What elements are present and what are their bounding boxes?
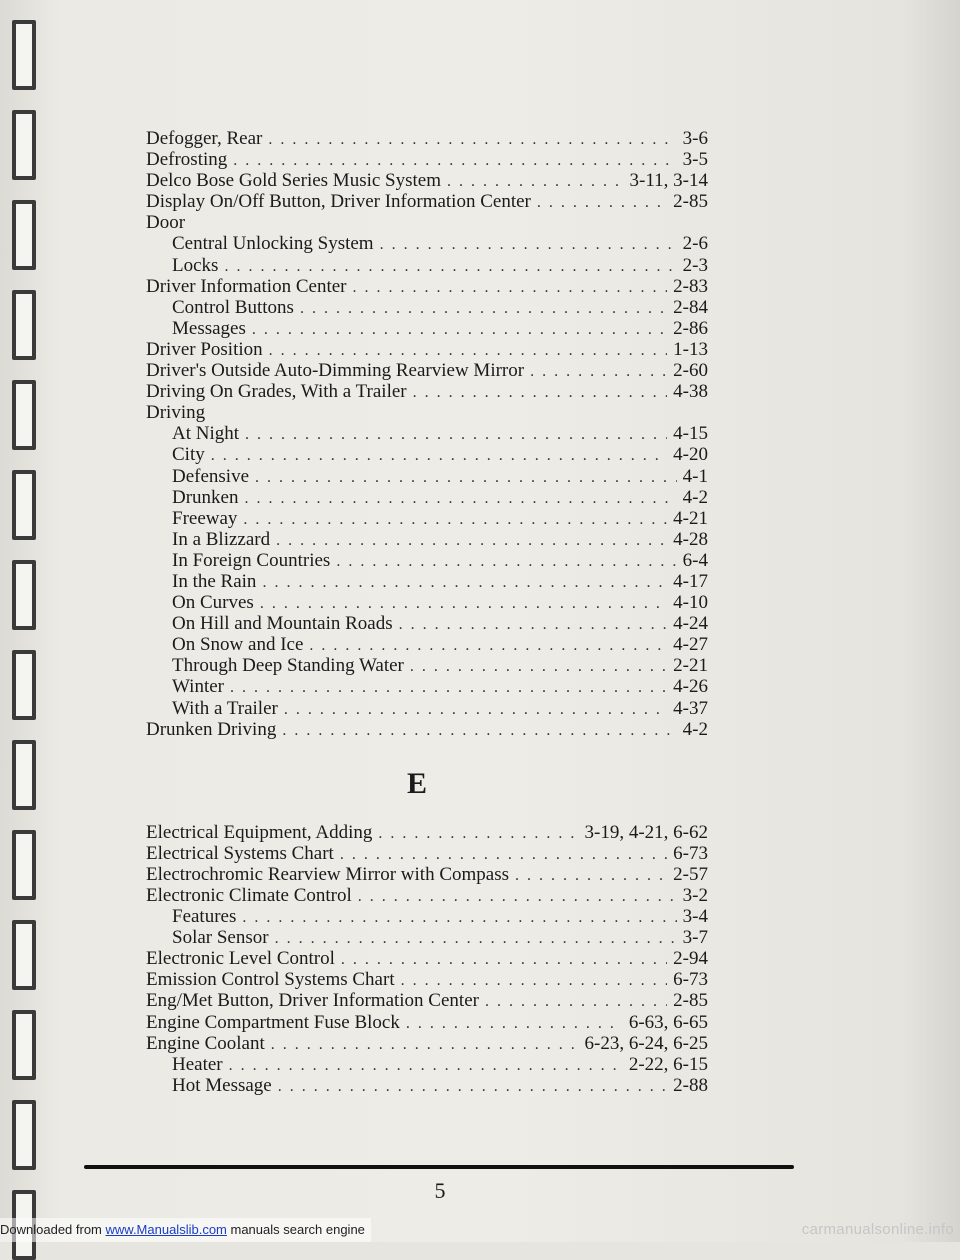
dot-leader bbox=[399, 614, 668, 635]
index-page-ref: 4-37 bbox=[673, 697, 708, 719]
index-page-ref: 2-94 bbox=[673, 948, 708, 970]
index-page-ref: 4-21 bbox=[673, 507, 708, 529]
dot-leader bbox=[447, 171, 624, 192]
index-entry bbox=[146, 318, 708, 339]
index-entry bbox=[146, 864, 708, 885]
index-page-ref: 6-63, 6-65 bbox=[628, 1011, 708, 1033]
index-entry bbox=[146, 990, 708, 1011]
site-watermark: carmanualsonline.info bbox=[801, 1221, 954, 1238]
index-page-ref: 6-4 bbox=[682, 549, 708, 571]
footer-rule bbox=[84, 1165, 794, 1169]
binder-hole bbox=[12, 470, 36, 540]
dot-leader bbox=[515, 865, 667, 886]
index-entry bbox=[146, 360, 708, 381]
index-term: Defogger, Rear bbox=[146, 128, 263, 149]
index-term: City bbox=[172, 444, 205, 466]
binder-hole bbox=[12, 920, 36, 990]
dot-leader bbox=[300, 298, 667, 319]
dot-leader bbox=[229, 1055, 623, 1076]
index-term: Hot Message bbox=[172, 1074, 272, 1096]
index-term: Defrosting bbox=[146, 149, 228, 171]
index-page-ref: 2-57 bbox=[673, 863, 708, 885]
index-term: Through Deep Standing Water bbox=[172, 655, 404, 677]
index-entry bbox=[146, 1012, 708, 1033]
index-term: On Hill and Mountain Roads bbox=[172, 613, 393, 635]
binder-hole bbox=[12, 20, 36, 90]
dot-leader bbox=[530, 361, 667, 382]
index-term: Locks bbox=[172, 254, 219, 276]
manualslib-link[interactable]: www.Manualslib.com bbox=[105, 1222, 227, 1237]
index-page-ref: 2-84 bbox=[673, 296, 708, 318]
dot-leader bbox=[284, 699, 667, 720]
index-page-ref: 4-1 bbox=[682, 465, 708, 487]
index-term: Electrical Equipment, Adding bbox=[146, 821, 373, 843]
index-term: Central Unlocking System bbox=[172, 233, 374, 255]
index-entry bbox=[146, 948, 708, 969]
download-banner bbox=[0, 1218, 371, 1242]
index-entry bbox=[146, 1054, 708, 1075]
index-page-ref: 4-27 bbox=[673, 634, 708, 656]
index-page-ref: 2-83 bbox=[673, 275, 708, 297]
index-page-ref: 4-28 bbox=[673, 528, 708, 550]
dot-leader bbox=[537, 192, 667, 213]
index-term: On Curves bbox=[172, 592, 254, 614]
index-page-ref: 4-24 bbox=[673, 613, 708, 635]
dot-leader bbox=[242, 907, 676, 928]
index-page-ref: 3-19, 4-21, 6-62 bbox=[584, 821, 708, 843]
dot-leader bbox=[260, 593, 667, 614]
index-entry bbox=[146, 822, 708, 843]
index-term: In a Blizzard bbox=[172, 528, 271, 550]
index-entry bbox=[146, 233, 708, 254]
binder-hole bbox=[12, 290, 36, 360]
index-term: Driver Position bbox=[146, 338, 263, 360]
index-term: Display On/Off Button, Driver Information Center bbox=[146, 191, 531, 213]
binder-hole bbox=[12, 740, 36, 810]
binder-hole bbox=[12, 1100, 36, 1170]
dot-leader bbox=[336, 551, 676, 572]
index-entry bbox=[146, 676, 708, 697]
index-term: Drunken bbox=[172, 486, 239, 508]
dot-leader bbox=[271, 1034, 579, 1055]
index-entry bbox=[146, 487, 708, 508]
index-page-ref: 3-5 bbox=[682, 149, 708, 171]
dot-leader bbox=[401, 970, 668, 991]
section-letter-heading: E bbox=[406, 766, 427, 800]
index-page-ref: 3-7 bbox=[682, 927, 708, 949]
index-page-ref: 4-38 bbox=[673, 381, 708, 403]
index-term: Defensive bbox=[172, 465, 250, 487]
dot-leader bbox=[282, 720, 676, 741]
index-entry bbox=[146, 698, 708, 719]
index-page-ref: 2-85 bbox=[673, 191, 708, 213]
index-term: Delco Bose Gold Series Music System bbox=[146, 170, 442, 192]
index-page-ref: 4-26 bbox=[673, 676, 708, 698]
index-entry bbox=[146, 1075, 708, 1096]
dot-leader bbox=[378, 823, 578, 844]
index-page-ref: 2-85 bbox=[673, 990, 708, 1012]
dot-leader bbox=[252, 319, 667, 340]
index-page-ref: 6-23, 6-24, 6-25 bbox=[584, 1032, 708, 1054]
dot-leader bbox=[233, 150, 676, 171]
index-term: Control Buttons bbox=[172, 296, 294, 318]
dot-leader bbox=[245, 424, 667, 445]
index-entry bbox=[146, 191, 708, 212]
index-term: Driving On Grades, With a Trailer bbox=[146, 381, 407, 403]
index-entry bbox=[146, 255, 708, 276]
index-entry bbox=[146, 444, 708, 465]
index-term: Door bbox=[146, 212, 186, 234]
index-entry bbox=[146, 128, 708, 149]
index-page-ref: 4-10 bbox=[673, 592, 708, 614]
index-entry bbox=[146, 466, 708, 487]
binder-hole bbox=[12, 110, 36, 180]
index-entry bbox=[146, 529, 708, 550]
dot-leader bbox=[406, 1013, 623, 1034]
index-entry bbox=[146, 655, 708, 676]
index-entry bbox=[146, 170, 708, 191]
dot-leader bbox=[269, 340, 668, 361]
dot-leader bbox=[352, 277, 667, 298]
binder-hole bbox=[12, 650, 36, 720]
index-term: Electrical Systems Chart bbox=[146, 842, 334, 864]
index-term: Driver Information Center bbox=[146, 275, 347, 297]
index-entry bbox=[146, 843, 708, 864]
index-term: At Night bbox=[172, 423, 240, 445]
dot-leader bbox=[358, 886, 677, 907]
download-suffix: manuals search engine bbox=[226, 1222, 365, 1237]
index-term: Heater bbox=[172, 1053, 223, 1075]
index-page-ref: 6-73 bbox=[673, 969, 708, 991]
index-entry bbox=[146, 149, 708, 170]
index-page-ref: 4-2 bbox=[682, 718, 708, 740]
index-entry bbox=[146, 339, 708, 360]
index-page-ref: 4-2 bbox=[682, 486, 708, 508]
binder-hole bbox=[12, 830, 36, 900]
index-term: Engine Compartment Fuse Block bbox=[146, 1011, 400, 1033]
dot-leader bbox=[485, 991, 667, 1012]
index-page-ref: 3-11, 3-14 bbox=[629, 170, 708, 192]
index-term: Emission Control Systems Chart bbox=[146, 969, 395, 991]
index-term: Solar Sensor bbox=[172, 927, 269, 949]
dot-leader bbox=[224, 256, 676, 277]
dot-leader bbox=[380, 234, 677, 255]
index-page-ref: 3-2 bbox=[682, 885, 708, 906]
dot-leader bbox=[262, 572, 667, 593]
index-entry bbox=[146, 508, 708, 529]
index-entry bbox=[146, 885, 708, 906]
index-entry bbox=[146, 381, 708, 402]
dot-leader bbox=[230, 677, 667, 698]
index-term: Electrochromic Rearview Mirror with Compass bbox=[146, 863, 510, 885]
index-page-ref: 2-3 bbox=[682, 254, 708, 276]
index-entry bbox=[146, 212, 708, 233]
index-term: Driving bbox=[146, 402, 206, 424]
binder-hole bbox=[12, 200, 36, 270]
index-term: Electronic Climate Control bbox=[146, 885, 352, 906]
index-term: Freeway bbox=[172, 507, 238, 529]
dot-leader bbox=[410, 656, 667, 677]
index-entry bbox=[146, 276, 708, 297]
dot-leader bbox=[276, 530, 667, 551]
dot-leader bbox=[413, 382, 668, 403]
index-entry bbox=[146, 969, 708, 990]
page-number: 5 bbox=[434, 1178, 446, 1203]
index-page-ref: 2-21 bbox=[673, 655, 708, 677]
index-term: In the Rain bbox=[172, 570, 257, 592]
dot-leader bbox=[268, 129, 676, 150]
index-page-ref: 2-88 bbox=[673, 1074, 708, 1096]
index-page-ref: 2-22, 6-15 bbox=[628, 1053, 708, 1075]
index-term: Winter bbox=[172, 676, 224, 698]
index-section-e bbox=[146, 822, 708, 1096]
index-entry bbox=[146, 927, 708, 948]
index-page-ref: 4-20 bbox=[673, 444, 708, 466]
index-term: Driver's Outside Auto-Dimming Rearview Mirror bbox=[146, 360, 525, 382]
index-entry bbox=[146, 592, 708, 613]
binder-hole bbox=[12, 1010, 36, 1080]
index-term: Electronic Level Control bbox=[146, 948, 335, 970]
index-page-ref: 4-17 bbox=[673, 570, 708, 592]
dot-leader bbox=[211, 445, 667, 466]
index-term: Features bbox=[172, 906, 237, 928]
index-term: With a Trailer bbox=[172, 697, 278, 719]
index-term: Drunken Driving bbox=[146, 718, 277, 740]
binder-hole bbox=[12, 560, 36, 630]
binder-holes bbox=[8, 20, 48, 1242]
index-entry bbox=[146, 634, 708, 655]
index-page-ref: 4-15 bbox=[673, 423, 708, 445]
index-entry bbox=[146, 402, 708, 423]
index-entry bbox=[146, 613, 708, 634]
index-term: On Snow and Ice bbox=[172, 634, 304, 656]
index-entry bbox=[146, 423, 708, 444]
index-term: In Foreign Countries bbox=[172, 549, 331, 571]
index-list bbox=[146, 128, 708, 1096]
index-entry bbox=[146, 297, 708, 318]
index-page-ref: 2-86 bbox=[673, 317, 708, 339]
dot-leader bbox=[243, 509, 667, 530]
dot-leader bbox=[278, 1076, 667, 1097]
index-entry bbox=[146, 906, 708, 927]
index-page-ref: 2-6 bbox=[682, 233, 708, 255]
dot-leader bbox=[340, 844, 667, 865]
index-page-ref: 6-73 bbox=[673, 842, 708, 864]
index-page-ref: 2-60 bbox=[673, 360, 708, 382]
download-prefix: Downloaded from bbox=[0, 1222, 106, 1237]
index-page-ref: 3-6 bbox=[682, 128, 708, 149]
index-page-ref: 3-4 bbox=[682, 906, 708, 928]
index-entry bbox=[146, 1033, 708, 1054]
dot-leader bbox=[309, 635, 667, 656]
index-term: Eng/Met Button, Driver Information Center bbox=[146, 990, 479, 1012]
dot-leader bbox=[275, 928, 677, 949]
dot-leader bbox=[341, 949, 667, 970]
index-term: Messages bbox=[172, 317, 246, 339]
dot-leader bbox=[255, 467, 677, 488]
dot-leader bbox=[244, 488, 676, 509]
index-page-ref: 1-13 bbox=[673, 338, 708, 360]
index-entry bbox=[146, 719, 708, 740]
index-term: Engine Coolant bbox=[146, 1032, 265, 1054]
index-section-d bbox=[146, 128, 708, 740]
index-entry bbox=[146, 571, 708, 592]
index-entry bbox=[146, 550, 708, 571]
binder-hole bbox=[12, 380, 36, 450]
